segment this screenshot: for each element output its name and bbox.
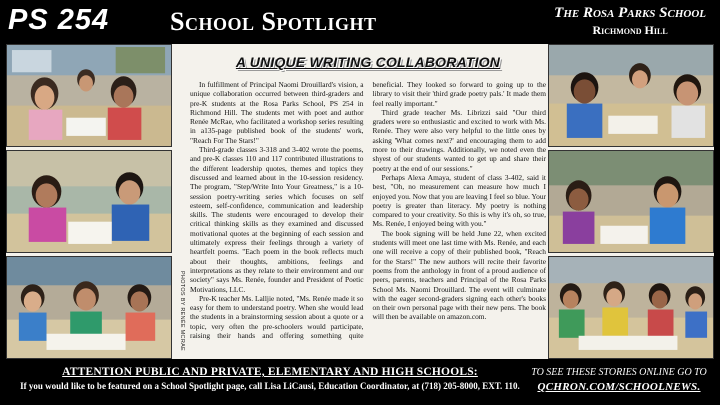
article-paragraph: The book signing will be held June 22, when excited students will meet one last time with Ms. Renée, and each one will receive a copy of their published book, "Reach for the Stars!" The new authors will recite their favorite poems from the anthology in front of a proud audience of peers, parents, teachers and Principal of the Rosa Parks School Ms. Naomi Drouillard. The event will culminate with the eager second-graders signing each other's books on their own personal page with their new pens. The book will then be available on amazon.com. (372, 228, 546, 322)
article-paragraph: Third grade teacher Ms. Librizzi said "Our third graders were so enthusiastic and excited to work with Ms. Renée. They were also very helpful to the little ones by asking 'What comes next?' and encouraging them to add more to their drawings. Additionally, we noted even the shyest of our students wanted to get up and share their poetry at the end of our sessions." (372, 107, 546, 173)
footer-banner (0, 362, 720, 405)
photo-credit (174, 270, 186, 354)
header-banner (0, 0, 720, 42)
photo-credit-text: PHOTOS BY RENÉE MCRAE (179, 270, 186, 352)
content-panel (6, 44, 714, 359)
article-paragraph: In fulfillment of Principal Naomi Drouillard's vision, a unique collaboration occurred between third-graders and pre-K students at the Rosa Parks School, PS 254 in Richmond Hill. The students met with poet and author Renée McRae, who facilitated a workshop series resulting in a135-page published book of the students' work, "Reach For The Stars!" (190, 80, 364, 145)
footer-title: ATTENTION PUBLIC AND PRIVATE, ELEMENTARY AND HIGH SCHOOLS: (62, 366, 478, 378)
article-headline: A UNIQUE WRITING COLLABORATION (235, 54, 501, 70)
classroom-photo-5 (548, 150, 714, 253)
footer-url-link[interactable]: QCHRON.COM/SCHOOLNEWS. (537, 381, 701, 393)
school-spotlight-title: School Spotlight (170, 7, 377, 36)
article-paragraph: Perhaps Alexa Amaya, student of class 3-402, said it best, "Oh, no measurement can measure how much I enjoyed you. Now that you are leaving I feel so blue. Your poetry is greater than literacy. My poetry is nothing compared to your creativity. So this is why it's oh, so true, Ms. Renée, I enjoyed being with you." (372, 172, 546, 229)
article (190, 54, 546, 354)
school-location: Richmond Hill (592, 23, 668, 37)
article-body (190, 80, 546, 348)
article-paragraph: Pre-K teacher Ms. Lalljie noted, "Ms. Renée made it so easy for them to understand poetry. When she would lead the students in a brainstorming session about a quote or a topic, very often the pre-schoolers would participate, raising their hands and offering something quite beneficial. They looked so forward to going up to the library to visit their 'third grade poetry pals.' It made them feel really important." (190, 80, 546, 341)
classroom-photo-2 (6, 150, 172, 253)
footer-online (530, 367, 708, 393)
school-name-block (554, 5, 706, 38)
footer-contact: If you would like to be featured on a School Spotlight page, call Lisa LiCausi, Education Coordinator, at (718) 205-8000, EXT. 110. (20, 381, 520, 391)
footer-online-text: TO SEE THESE STORIES ONLINE GO TO (531, 367, 707, 378)
footer-attention (14, 366, 526, 391)
classroom-photo-4 (548, 44, 714, 147)
classroom-photo-1 (6, 44, 172, 147)
left-photo-column (6, 44, 172, 359)
right-photo-column (548, 44, 714, 359)
classroom-photo-3 (6, 256, 172, 359)
school-name: The Rosa Parks School (554, 5, 706, 21)
ps-number-title: PS 254 (8, 4, 110, 36)
article-paragraph: Third-grade classes 3-318 and 3-402 wrote the poems, and pre-K classes 110 and 117 contributed illustrations to the different leadership quotes, themes and topics they discussed and learned about in the 10-session residency. The program, "Step/Write Into Your Greatness," is a 10-session poetry-writing series which focuses on self esteem, self-confidence, communication and leadership skills. The students were encouraged to develop their critical thinking skills as they examined and discussed motivational quotes at the beginning of each session and ultimately express their feelings through a variety of heartfelt poems. "Each poem in the book reflects much about their thoughts, ambitions, feelings and interpretations as they relate to their environment and our society" says Ms. Renée, founder and President of Poetic Motivations, LLC. (190, 145, 364, 294)
classroom-photo-6 (548, 256, 714, 359)
